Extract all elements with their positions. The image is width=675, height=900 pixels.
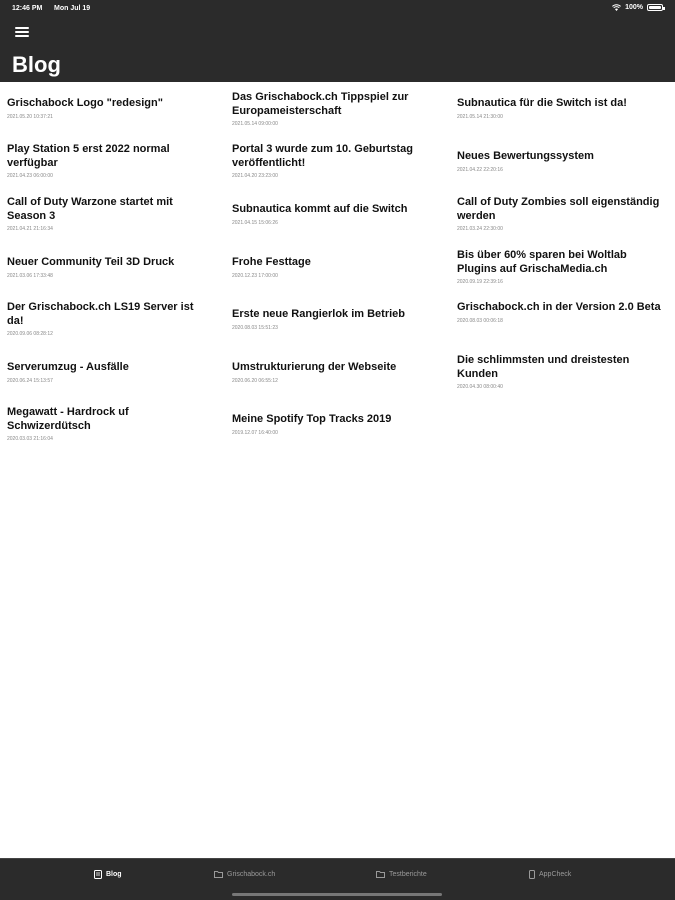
post-date: 2020.09.06 08:28:12 [7,331,53,337]
post-title: Call of Duty Warzone startet mit Season 3 [7,196,173,222]
blog-post-grid [0,82,675,858]
post-title: Umstrukturierung der Webseite [232,361,397,373]
post-title: Der Grischabock.ch LS19 Server ist da! [7,301,194,327]
post-title: Serverumzug - Ausfälle [7,361,129,373]
tab-blog[interactable] [94,870,122,879]
post-date: 2021.05.20 10:37:21 [7,113,53,120]
tab-label: Grischabock.ch [227,870,276,878]
wifi-icon [612,4,621,11]
blog-post[interactable] [232,91,437,127]
document-icon [94,870,102,879]
post-date: 2020.08.03 00:06:18 [457,317,503,324]
hamburger-menu-icon[interactable] [15,27,29,38]
post-title: Grischabock.ch in der Version 2.0 Beta [457,301,661,313]
post-title: Bis über 60% sparen bei Woltlab Plugins auf GrischaMedia.ch [457,249,627,275]
page-title: Blog [12,52,61,77]
post-date: 2021.03.24 22:30:00 [457,226,503,232]
post-title: Das Grischabock.ch Tippspiel zur Europameisterschaft [232,91,409,117]
post-title: Meine Spotify Top Tracks 2019 [232,413,392,425]
post-date: 2021.04.22 22:20:16 [457,166,503,173]
post-title: Neuer Community Teil 3D Druck [7,256,175,268]
blog-post[interactable] [7,361,212,384]
folder-icon [376,870,385,878]
blog-post[interactable] [232,203,437,226]
post-title: Play Station 5 erst 2022 normal verfügbar [7,143,170,169]
blog-post[interactable] [457,97,662,120]
status-right [612,4,663,11]
post-date: 2020.09.19 22:39:16 [457,279,503,285]
blog-post[interactable] [7,406,212,442]
blog-post[interactable] [457,249,662,285]
post-date: 2021.04.23 06:00:00 [7,173,53,179]
tab-bar [0,858,675,900]
post-date: 2020.12.23 17:00:00 [232,272,278,279]
post-title: Erste neue Rangierlok im Betrieb [232,308,405,320]
tab-label: Blog [106,871,122,878]
folder-icon [214,870,223,878]
tab-appcheck[interactable] [529,870,571,879]
blog-post[interactable] [232,308,437,331]
post-title: Subnautica für die Switch ist da! [457,97,627,109]
blog-post[interactable] [7,301,212,337]
tab-testberichte[interactable] [376,870,427,878]
post-title: Subnautica kommt auf die Switch [232,203,408,215]
status-bar [0,0,675,16]
post-date: 2019.12.07 16:40:00 [232,429,278,436]
blog-post[interactable] [7,256,212,279]
blog-post[interactable] [232,413,437,436]
post-date: 2021.03.06 17:33:48 [7,272,53,279]
blog-post[interactable] [457,150,662,173]
blog-post[interactable] [232,361,437,384]
battery-icon [647,4,663,11]
post-date: 2020.06.24 15:13:57 [7,377,53,384]
phone-icon [529,870,535,879]
tab-grischabock[interactable] [214,870,275,878]
battery-percentage: 100% [625,4,643,11]
blog-post[interactable] [232,256,437,279]
tab-label: AppCheck [539,871,572,878]
post-date: 2020.06.20 06:55:12 [232,377,278,384]
post-title: Portal 3 wurde zum 10. Geburtstag veröffentlicht! [232,143,413,169]
tab-label: Testberichte [389,870,427,878]
blog-post[interactable] [7,143,212,179]
home-indicator[interactable] [232,893,442,896]
status-date: Mon Jul 19 [54,5,91,12]
post-date: 2021.05.14 21:30:00 [457,113,503,120]
post-title: Megawatt - Hardrock uf Schwizerdütsch [7,406,129,432]
blog-post[interactable] [457,354,662,390]
post-title: Call of Duty Zombies soll eigenständig werden [457,196,660,222]
post-title: Die schlimmsten und dreistesten Kunden [457,354,630,380]
post-date: 2020.03.03 21:16:04 [7,436,53,442]
post-date: 2021.05.14 09:00:00 [232,121,278,127]
post-title: Grischabock Logo "redesign" [7,97,163,109]
status-time: 12:46 PM [12,5,43,12]
post-title: Frohe Festtage [232,256,311,268]
blog-post[interactable] [457,196,662,232]
post-date: 2020.08.03 15:51:23 [232,324,278,331]
app-header [0,0,675,82]
blog-post[interactable] [457,301,662,324]
blog-post[interactable] [7,196,212,232]
post-date: 2021.04.20 23:23:00 [232,173,278,179]
blog-post[interactable] [232,143,437,179]
post-date: 2021.04.15 15:06:26 [232,219,278,226]
post-date: 2021.04.21 21:16:34 [7,226,53,232]
post-date: 2020.04.30 08:00:40 [457,384,503,390]
post-title: Neues Bewertungssystem [457,150,594,162]
blog-post[interactable] [7,97,212,120]
